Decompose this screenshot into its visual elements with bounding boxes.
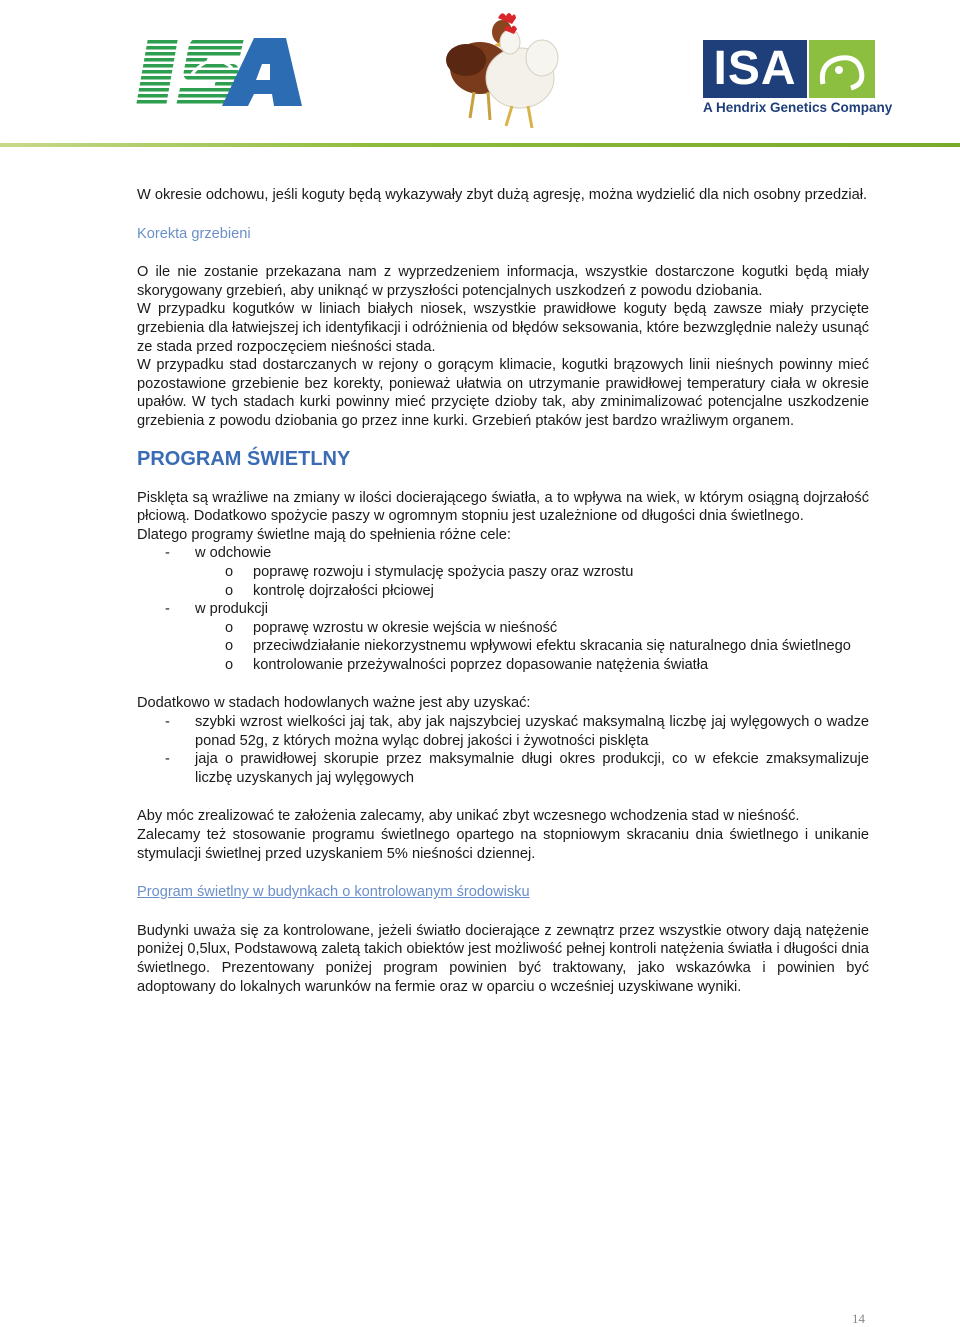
header-rule [0, 143, 960, 147]
chickens-illustration [440, 6, 564, 132]
list-item: o kontrolowanie przeżywalności poprzez dopasowanie natężenia światła [195, 656, 869, 675]
list-item: o przeciwdziałanie niekorzystnemu wpływowi efektu skracania się naturalnego dnia świetlnego [195, 637, 869, 656]
subheading-program-budynki: Program świetlny w budynkach o kontrolowanym środowisku [137, 884, 530, 901]
paragraph-zalozenia: Aby móc zrealizować te założenia zalecamy, aby unikać zbyt wczesnego wchodzenia stad w nieśność. [137, 808, 800, 825]
goals-list [137, 544, 869, 674]
list-item [137, 600, 869, 674]
paragraph-cele-intro: Dlatego programy świetlne mają do spełnienia różne cele: [137, 526, 511, 543]
list-item: - szybki wzrost wielkości jaj tak, aby jak najszybciej uzyskać maksymalną liczbę jaj wylęgowych o wadze ponad 52g, z których można wyląc dobrej jakości i żywotności pisklęta [137, 713, 869, 750]
isa-logo-left [136, 34, 306, 110]
breeder-list [137, 713, 869, 787]
isa-hendrix-logo [703, 40, 893, 120]
paragraph-stada-hodowlane: Dodatkowo w stadach hodowlanych ważne jest aby uzyskać: [137, 695, 531, 712]
isa-logo-right-wordmark: ISA [703, 40, 807, 98]
subheading-korekta-grzebieni: Korekta grzebieni [137, 225, 251, 242]
isa-logo-right-emblem [809, 40, 875, 98]
list-item: o kontrolę dojrzałości płciowej [195, 582, 869, 601]
goal-label-odchow: w odchowie [195, 545, 272, 562]
paragraph-budynki: Budynki uważa się za kontrolowane, jeżeli światło docierające z zewnątrz przez wszystkie otwory dają natężenie poniżej 0,5lux, Podstawową zaletą takich obiektów jest możliwość pełnej kontroli natężenia światła i długości dnia świetlnego. Prezentowany poniżej program powinien być traktowany, jako wskazówka i powinien być adoptowany do lokalnych warunków na fermie oraz w oparciu o wcześniej uzyskiwane wyniki. [137, 922, 869, 995]
document-body [137, 186, 869, 996]
page-header [0, 0, 960, 150]
paragraph-korekta-3: W przypadku stad dostarczanych w rejony o gorącym klimacie, kogutki brązowych linii nieśnych powinny mieć pozostawione grzebienie bez korekty, ponieważ ułatwia on utrzymanie prawidłowej temperatury ciała w okresie upałów. W tych stadach kurki powinny mieć przycięte dzioby tak, aby zminimalizować potencjalne uszkodzenie grzebienia z powodu dziobania go przez inne kurki. Grzebień ptaków jest bardzo wrażliwym organem. [137, 357, 869, 429]
page-number: 14 [852, 1311, 865, 1326]
paragraph-korekta-1: O ile nie zostanie przekazana nam z wyprzedzeniem informacja, wszystkie dostarczone kogutki będą miały skorygowany grzebień, aby uniknąć w przyszłości potencjalnych uszkodzeń z powodu dziobania. [137, 264, 869, 299]
list-item: o poprawę rozwoju i stymulację spożycia paszy oraz wzrostu [195, 563, 869, 582]
list-item: - jaja o prawidłowej skorupie przez maksymalnie długi okres produkcji, co w efekcie zmaksymalizuje liczbę uzyskanych jaj wylęgowych [137, 750, 869, 787]
goal-label-produkcja: w produkcji [195, 601, 268, 618]
paragraph-piskleta: Pisklęta są wrażliwe na zmiany w ilości docierającego światła, a to wpływa na wiek, w którym osiągną dojrzałość płciową. Dodatkowo spożycie paszy w ogromnym stopniu jest uzależnione od długości dnia świetlnego. [137, 489, 869, 525]
chick-emblem-icon [809, 40, 875, 98]
paragraph-agresja: W okresie odchowu, jeśli koguty będą wykazywały zbyt dużą agresję, można wydzielić dla nich osobny przedział. [137, 187, 868, 203]
section-heading-program-swietlny: PROGRAM ŚWIETLNY [137, 447, 351, 470]
paragraph-korekta-2: W przypadku kogutków w liniach białych niosek, wszystkie prawidłowe koguty będą zawsze miały przycięte grzebienia dla łatwiejszej ich identyfikacji i odróżnienia od błędów seksowania, które bezwzględnie należy usunąć ze stada przed rozpoczęciem nieśności stada. [137, 301, 869, 355]
list-item [137, 544, 869, 600]
list-item: o poprawę wzrostu w okresie wejścia w nieśność [195, 619, 869, 638]
hendrix-tagline: A Hendrix Genetics Company [703, 100, 893, 115]
paragraph-zalecamy: Zalecamy też stosowanie programu świetlnego opartego na stopniowym skracaniu dnia świetlnego i unikanie stymulacji świetlnej przed uzyskaniem 5% nieśności dziennej. [137, 827, 869, 862]
